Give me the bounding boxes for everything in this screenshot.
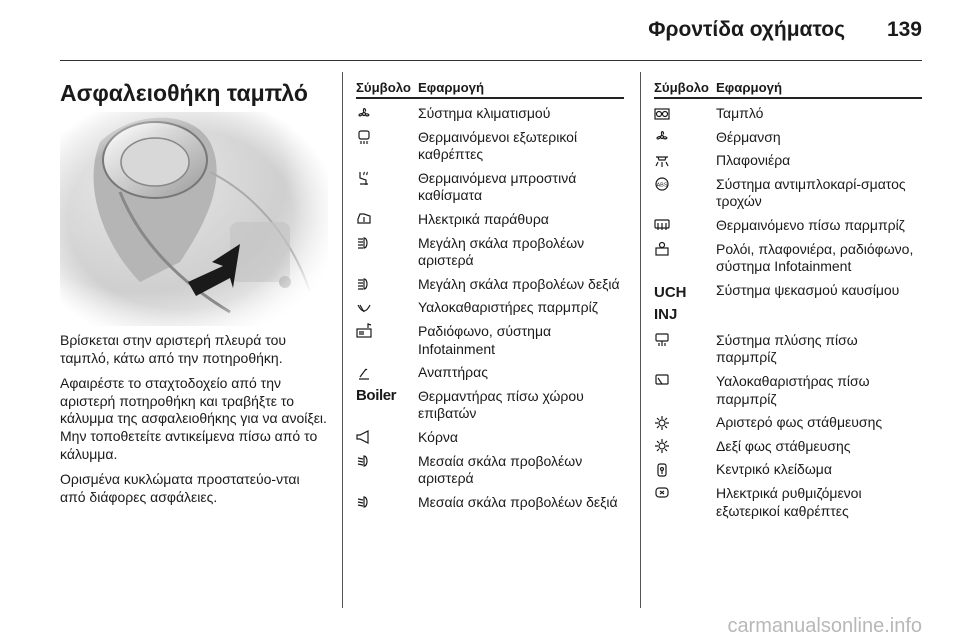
fan-icon xyxy=(654,129,716,146)
application-text: Αναπτήρας xyxy=(418,364,488,381)
table-row xyxy=(356,323,624,358)
parking-light-right-icon xyxy=(654,438,716,455)
column-divider-left xyxy=(342,72,343,608)
paragraph: Αφαιρέστε το σταχτοδοχείο από την αριστερή ποτηροθήκη και τραβήξτε το κάλυμμα της ασφαλειοθήκης για να ανοίξει. Μην τοποθετείτε αντικείμενα πίσω από το κάλυμμα. xyxy=(60,375,327,462)
table-row xyxy=(356,235,624,270)
application-text: Σύστημα ψεκασμού καυσίμου xyxy=(716,281,900,298)
table-row xyxy=(654,176,922,211)
heated-seat-icon xyxy=(356,170,418,187)
table-row xyxy=(356,105,624,123)
page-header xyxy=(0,0,960,62)
high-beam-right-icon xyxy=(356,276,418,293)
radio-icon xyxy=(356,323,418,340)
horn-icon xyxy=(356,429,418,446)
table-row xyxy=(356,453,624,488)
application-text: Κόρνα xyxy=(418,428,459,445)
application-text: Σύστημα κλιματισμού xyxy=(418,105,551,121)
chapter-title: Φροντίδα οχήματος xyxy=(648,18,845,41)
power-window-icon xyxy=(356,211,418,228)
application-text: Θερμαινόμενα μπροστινά καθίσματα xyxy=(418,169,577,204)
table-row xyxy=(356,276,624,294)
application-text: Μεγάλη σκάλα προβολέων αριστερά xyxy=(418,234,585,269)
table-header xyxy=(356,80,624,99)
interior-light-icon xyxy=(654,152,716,169)
application-text: Σύστημα πλύσης πίσω παρμπρίζ xyxy=(716,331,858,366)
table-row xyxy=(654,241,922,276)
table-header xyxy=(654,80,922,99)
symbol-header: Σύμβολο xyxy=(654,80,709,95)
application-text: Κεντρικό κλείδωμα xyxy=(716,461,832,478)
fuse-table-middle xyxy=(356,80,624,511)
table-row xyxy=(654,461,922,479)
application-text: Υαλοκαθαριστήρες παρμπρίζ xyxy=(418,299,598,316)
svg-text:ABS: ABS xyxy=(656,182,668,189)
cigarette-lighter-icon xyxy=(356,364,418,381)
table-row xyxy=(654,217,922,235)
application-text: Θερμαινόμενο πίσω παρμπρίζ xyxy=(716,216,905,233)
table-rows xyxy=(356,105,624,511)
symbol-header: Σύμβολο xyxy=(356,80,411,95)
column-divider-right xyxy=(640,72,641,608)
table-row xyxy=(356,299,624,317)
heated-mirror-icon xyxy=(356,129,418,146)
application-text: Δεξί φως στάθμευσης xyxy=(716,437,851,454)
watermark: carmanualsonline.info xyxy=(727,615,922,637)
table-row xyxy=(356,388,624,423)
application-text: Σύστημα αντιμπλοκαρί-σματος τροχών xyxy=(716,175,906,210)
table-row xyxy=(654,485,922,520)
symbol-label-text: Boiler xyxy=(356,387,397,405)
central-lock-icon xyxy=(654,461,716,478)
application-header: Εφαρμογή xyxy=(418,80,485,95)
table-row xyxy=(356,170,624,205)
application-text: Θερμαινόμενοι εξωτερικοί καθρέπτες xyxy=(418,128,578,163)
table-row xyxy=(356,429,624,447)
application-text: Θέρμανση xyxy=(716,128,781,145)
table-row xyxy=(654,332,922,367)
application-text: Μεγάλη σκάλα προβολέων δεξιά xyxy=(418,275,620,292)
rear-wiper-icon xyxy=(654,373,716,390)
table-row xyxy=(654,414,922,432)
application-header: Εφαρμογή xyxy=(716,80,783,95)
paragraph: Ορισμένα κυκλώματα προστατεύο-νται από διάφορες ασφάλειες. xyxy=(60,471,300,505)
wiper-icon xyxy=(356,299,418,316)
fuse-table-right xyxy=(654,80,922,520)
application-text: Ηλεκτρικά παράθυρα xyxy=(418,210,549,227)
paragraph: Βρίσκεται στην αριστερή πλευρά του ταμπλό, κάτω από την ποτηροθήκη. xyxy=(60,332,287,366)
table-row xyxy=(356,364,624,382)
header-rule xyxy=(60,60,922,61)
application-text: Μεσαία σκάλα προβολέων αριστερά xyxy=(418,452,583,487)
symbol-label-text: UCH INJ xyxy=(654,283,687,323)
left-column xyxy=(60,72,328,505)
table-row xyxy=(654,129,922,147)
left-text xyxy=(60,332,328,514)
clock-radio-icon xyxy=(654,241,716,258)
application-text: Ραδιόφωνο, σύστημα Infotainment xyxy=(418,322,552,357)
table-row xyxy=(356,494,624,512)
page-number: 139 xyxy=(886,18,922,41)
table-rows xyxy=(654,105,922,520)
application-text: Μεσαία σκάλα προβολέων δεξιά xyxy=(418,493,618,510)
fan-icon xyxy=(356,105,418,122)
table-row xyxy=(654,438,922,456)
application-text: Υαλοκαθαριστήρας πίσω παρμπρίζ xyxy=(716,372,870,407)
table-row xyxy=(654,373,922,408)
fuse-box-photo xyxy=(60,112,328,326)
section-title: Ασφαλειοθήκη ταμπλό xyxy=(60,80,308,106)
application-text: Ηλεκτρικά ρυθμιζόμενοι εξωτερικοί καθρέπτες xyxy=(716,484,862,519)
table-row xyxy=(654,152,922,170)
parking-light-left-icon xyxy=(654,414,716,431)
table-row xyxy=(654,282,922,326)
symbol-label xyxy=(356,388,418,405)
abs-icon xyxy=(654,176,716,193)
table-row xyxy=(654,105,922,123)
application-text: Αριστερό φως στάθμευσης xyxy=(716,414,883,431)
application-text: Πλαφονιέρα xyxy=(716,152,791,169)
table-row xyxy=(356,211,624,229)
low-beam-left-icon xyxy=(356,453,418,470)
dashboard-illustration xyxy=(60,112,328,326)
rear-defrost-icon xyxy=(654,217,716,234)
high-beam-left-icon xyxy=(356,235,418,252)
low-beam-right-icon xyxy=(356,494,418,511)
rear-washer-icon xyxy=(654,332,716,349)
table-row xyxy=(356,129,624,164)
symbol-label xyxy=(654,282,716,326)
application-text: Ρολόι, πλαφονιέρα, ραδιόφωνο, σύστημα Infotainment xyxy=(716,240,914,275)
power-mirror-icon xyxy=(654,485,716,502)
application-text: Θερμαντήρας πίσω χώρου επιβατών xyxy=(418,387,584,422)
application-text: Ταμπλό xyxy=(716,105,764,121)
instrument-panel-icon xyxy=(654,105,716,122)
